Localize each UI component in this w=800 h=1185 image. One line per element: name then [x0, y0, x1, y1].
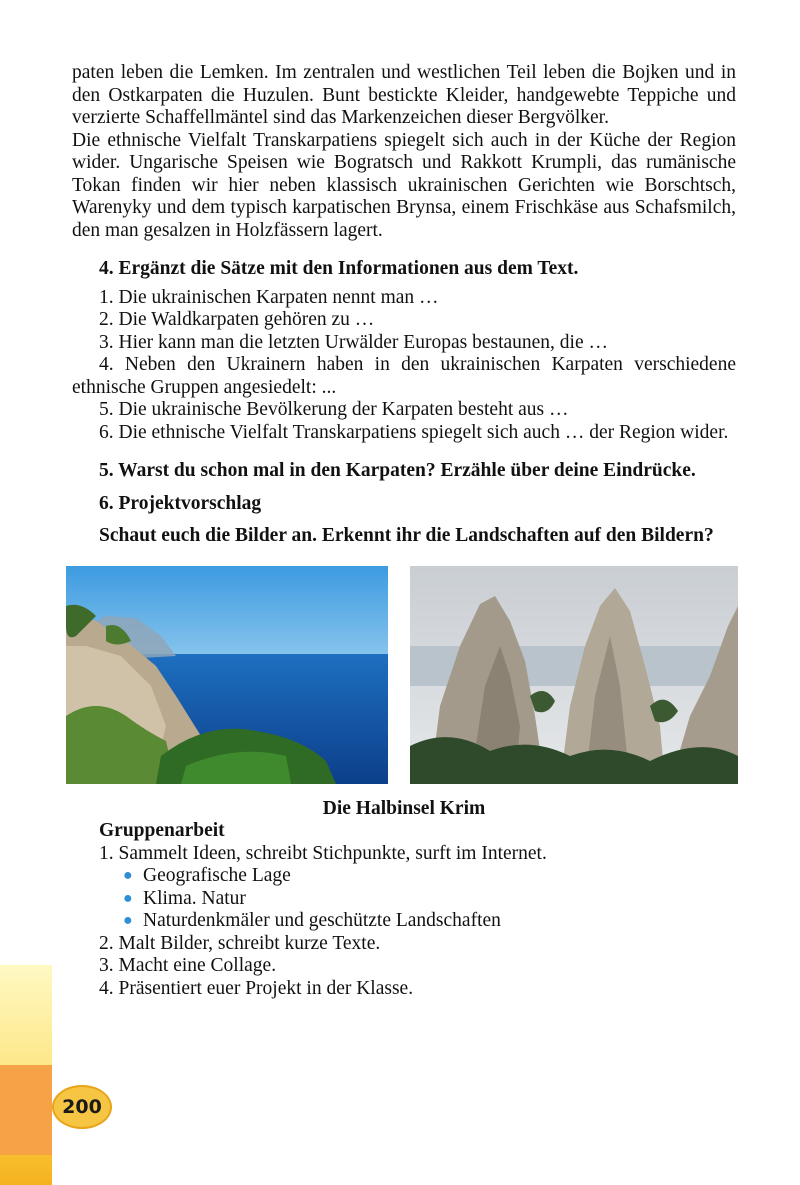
page-number: 200: [52, 1085, 112, 1129]
margin-color-tab: [0, 1065, 52, 1155]
photo-row: [66, 566, 736, 784]
task-6-heading: 6. Projektvorschlag: [99, 492, 262, 514]
step-4: 4. Präsentiert euer Projekt in der Klasse.: [99, 977, 414, 999]
intro-paragraph-2: Die ethnische Vielfalt Transkarpatiens spiegelt sich auch in der Küche der Region wider. Ungarische Speisen wie Bogratsch und Rakkott Krumpli, das rumänische Tokan finden wir hier neben klassisch ukrainischen Gerichten wie Borschtsch, Warenyky und dem typisch karpatischen Brynsa, einem Frischkäse aus Schafsmilch, den man gesalzen in Holzfässern lagert.: [72, 129, 736, 241]
task-4-list: [72, 287, 736, 445]
intro-paragraph-1: paten leben die Lemken. Im zentralen und westlichen Teil leben die Bojken und in den Ostkarpaten die Huzulen. Bunt bestickte Kleider, handgewebte Teppiche und verzierte Schaffellmäntel sind das Markenzeichen dieser Bergvölker.: [72, 62, 736, 128]
step-1: 1. Sammelt Ideen, schreibt Stichpunkte, surft im Internet.: [99, 842, 547, 864]
bullet-item: ● Naturdenkmäler und geschützte Landschaften: [123, 910, 501, 931]
rock-peaks-photo: [410, 566, 738, 784]
bullet-item: ● Klima. Natur: [123, 887, 246, 909]
task-6-instruction: Schaut euch die Bilder an. Erkennt ihr die Landschaften auf den Bildern?: [99, 525, 714, 546]
task-4-item: 3. Hier kann man die letzten Urwälder Europas bestaunen, die …: [99, 331, 608, 353]
sea-cliff-photo: [66, 566, 388, 784]
bullet-dot-icon: ●: [123, 867, 133, 884]
step-2: 2. Malt Bilder, schreibt kurze Texte.: [99, 932, 381, 954]
bullet-item: ● Geografische Lage: [123, 865, 291, 886]
photo-caption: Die Halbinsel Krim: [322, 797, 486, 819]
bullet-dot-icon: ●: [123, 889, 133, 907]
project-steps: [72, 843, 736, 1001]
group-work-heading: Gruppenarbeit: [99, 820, 225, 841]
task-4-item: 5. Die ukrainische Bevölkerung der Karpaten besteht aus …: [99, 399, 569, 420]
bullet-dot-icon: ●: [123, 912, 133, 929]
task-4-heading: 4. Ergänzt die Sätze mit den Informationen aus dem Text.: [99, 258, 579, 279]
task-5-heading: 5. Warst du schon mal in den Karpaten? Erzähle über deine Eindrücke.: [99, 460, 696, 481]
task-4-item: 6. Die ethnische Vielfalt Transkarpatiens spiegelt sich auch … der Region wider.: [99, 421, 729, 443]
task-4-item: 2. Die Waldkarpaten gehören zu …: [99, 309, 375, 330]
task-4-item: 1. Die ukrainischen Karpaten nennt man …: [99, 286, 439, 308]
task-4-item: 4. Neben den Ukrainern haben in den ukrainischen Karpaten verschiedene ethnische Gruppen angesiedelt: ...: [72, 354, 736, 398]
step-3: 3. Macht eine Collage.: [99, 955, 277, 976]
page-content: [72, 62, 736, 1000]
